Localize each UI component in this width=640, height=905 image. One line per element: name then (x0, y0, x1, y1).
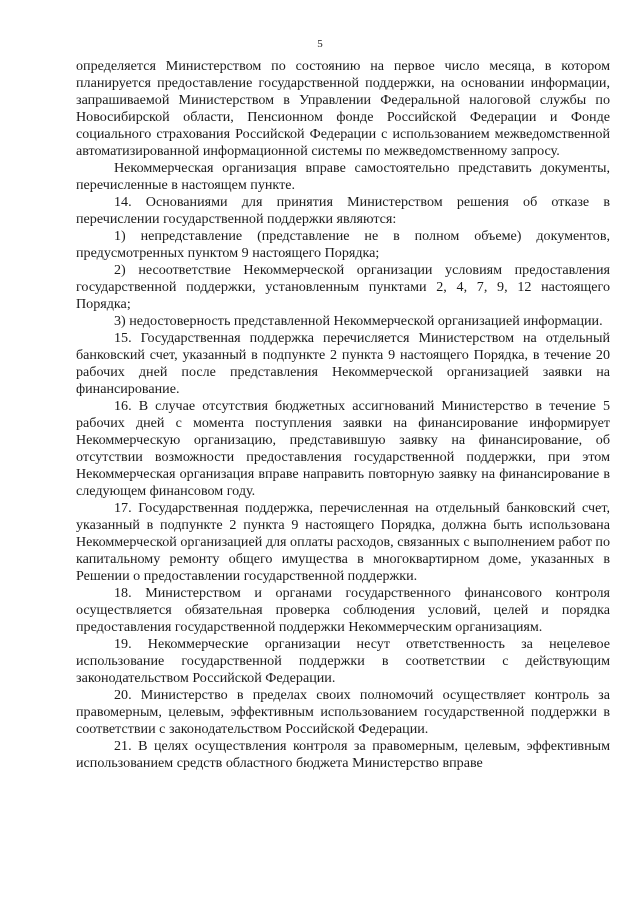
paragraph-continuation: определяется Министерством по состоянию на первое число месяца, в котором планируется предоставление государственной поддержки, на основании информации, запрашиваемой Министерством в Управлении Федеральной налоговой службы по Новосибирской области, Пенсионном фонде Российской Федерации и Фонде социального страхования Российской Федерации с использованием межведомственной автоматизированной информационной системы по межведомственному запросу. (76, 58, 610, 159)
paragraph-14-refusal-grounds: 14. Основаниями для принятия Министерством решения об отказе в перечислении государственной поддержки являются: (76, 194, 610, 227)
paragraph-self-submission: Некоммерческая организация вправе самостоятельно представить документы, перечисленные в настоящем пункте. (76, 160, 610, 193)
list-item-2: 2) несоответствие Некоммерческой организации условиям предоставления государственной поддержки, установленным пунктами 2, 4, 7, 9, 12 настоящего Порядка; (76, 262, 610, 312)
paragraph-15: 15. Государственная поддержка перечисляется Министерством на отдельный банковский счет, указанный в подпункте 2 пункта 9 настоящего Порядка, в течение 20 рабочих дней после представления Некоммерческой организацией заявки на финансирование. (76, 330, 610, 397)
paragraph-16: 16. В случае отсутствия бюджетных ассигнований Министерство в течение 5 рабочих дней с момента поступления заявки на финансирование информирует Некоммерческую организацию, представившую заявку на финансирование, об отсутствии возможности предоставления государственной поддержки, при этом Некоммерческая организация вправе направить повторную заявку на финансирование в следующем финансовом году. (76, 398, 610, 499)
paragraph-21: 21. В целях осуществления контроля за правомерным, целевым, эффективным использованием средств областного бюджета Министерство вправе (76, 738, 610, 771)
list-item-1: 1) непредставление (представление не в полном объеме) документов, предусмотренных пунктом 9 настоящего Порядка; (76, 228, 610, 261)
paragraph-17: 17. Государственная поддержка, перечисленная на отдельный банковский счет, указанный в подпункте 2 пункта 9 настоящего Порядка, должна быть использована Некоммерческой организацией для оплаты расходов, связанных с выполнением работ по капитальному ремонту общего имущества в многоквартирном доме, указанных в Решении о предоставлении государственной поддержки. (76, 500, 610, 584)
list-item-3: 3) недостоверность представленной Некоммерческой организацией информации. (114, 313, 603, 329)
paragraph-20: 20. Министерство в пределах своих полномочий осуществляет контроль за правомерным, целевым, эффективным использованием государственной поддержки в соответствии с законодательством Российской Федерации. (76, 687, 610, 737)
document-body (76, 58, 610, 772)
paragraph-19: 19. Некоммерческие организации несут ответственность за нецелевое использование государственной поддержки в соответствии с действующим законодательством Российской Федерации. (76, 636, 610, 686)
paragraph-18: 18. Министерством и органами государственного финансового контроля осуществляется обязательная проверка соблюдения условий, целей и порядка предоставления государственной поддержки Некоммерческим организациям. (76, 585, 610, 635)
page-number: 5 (317, 38, 323, 50)
